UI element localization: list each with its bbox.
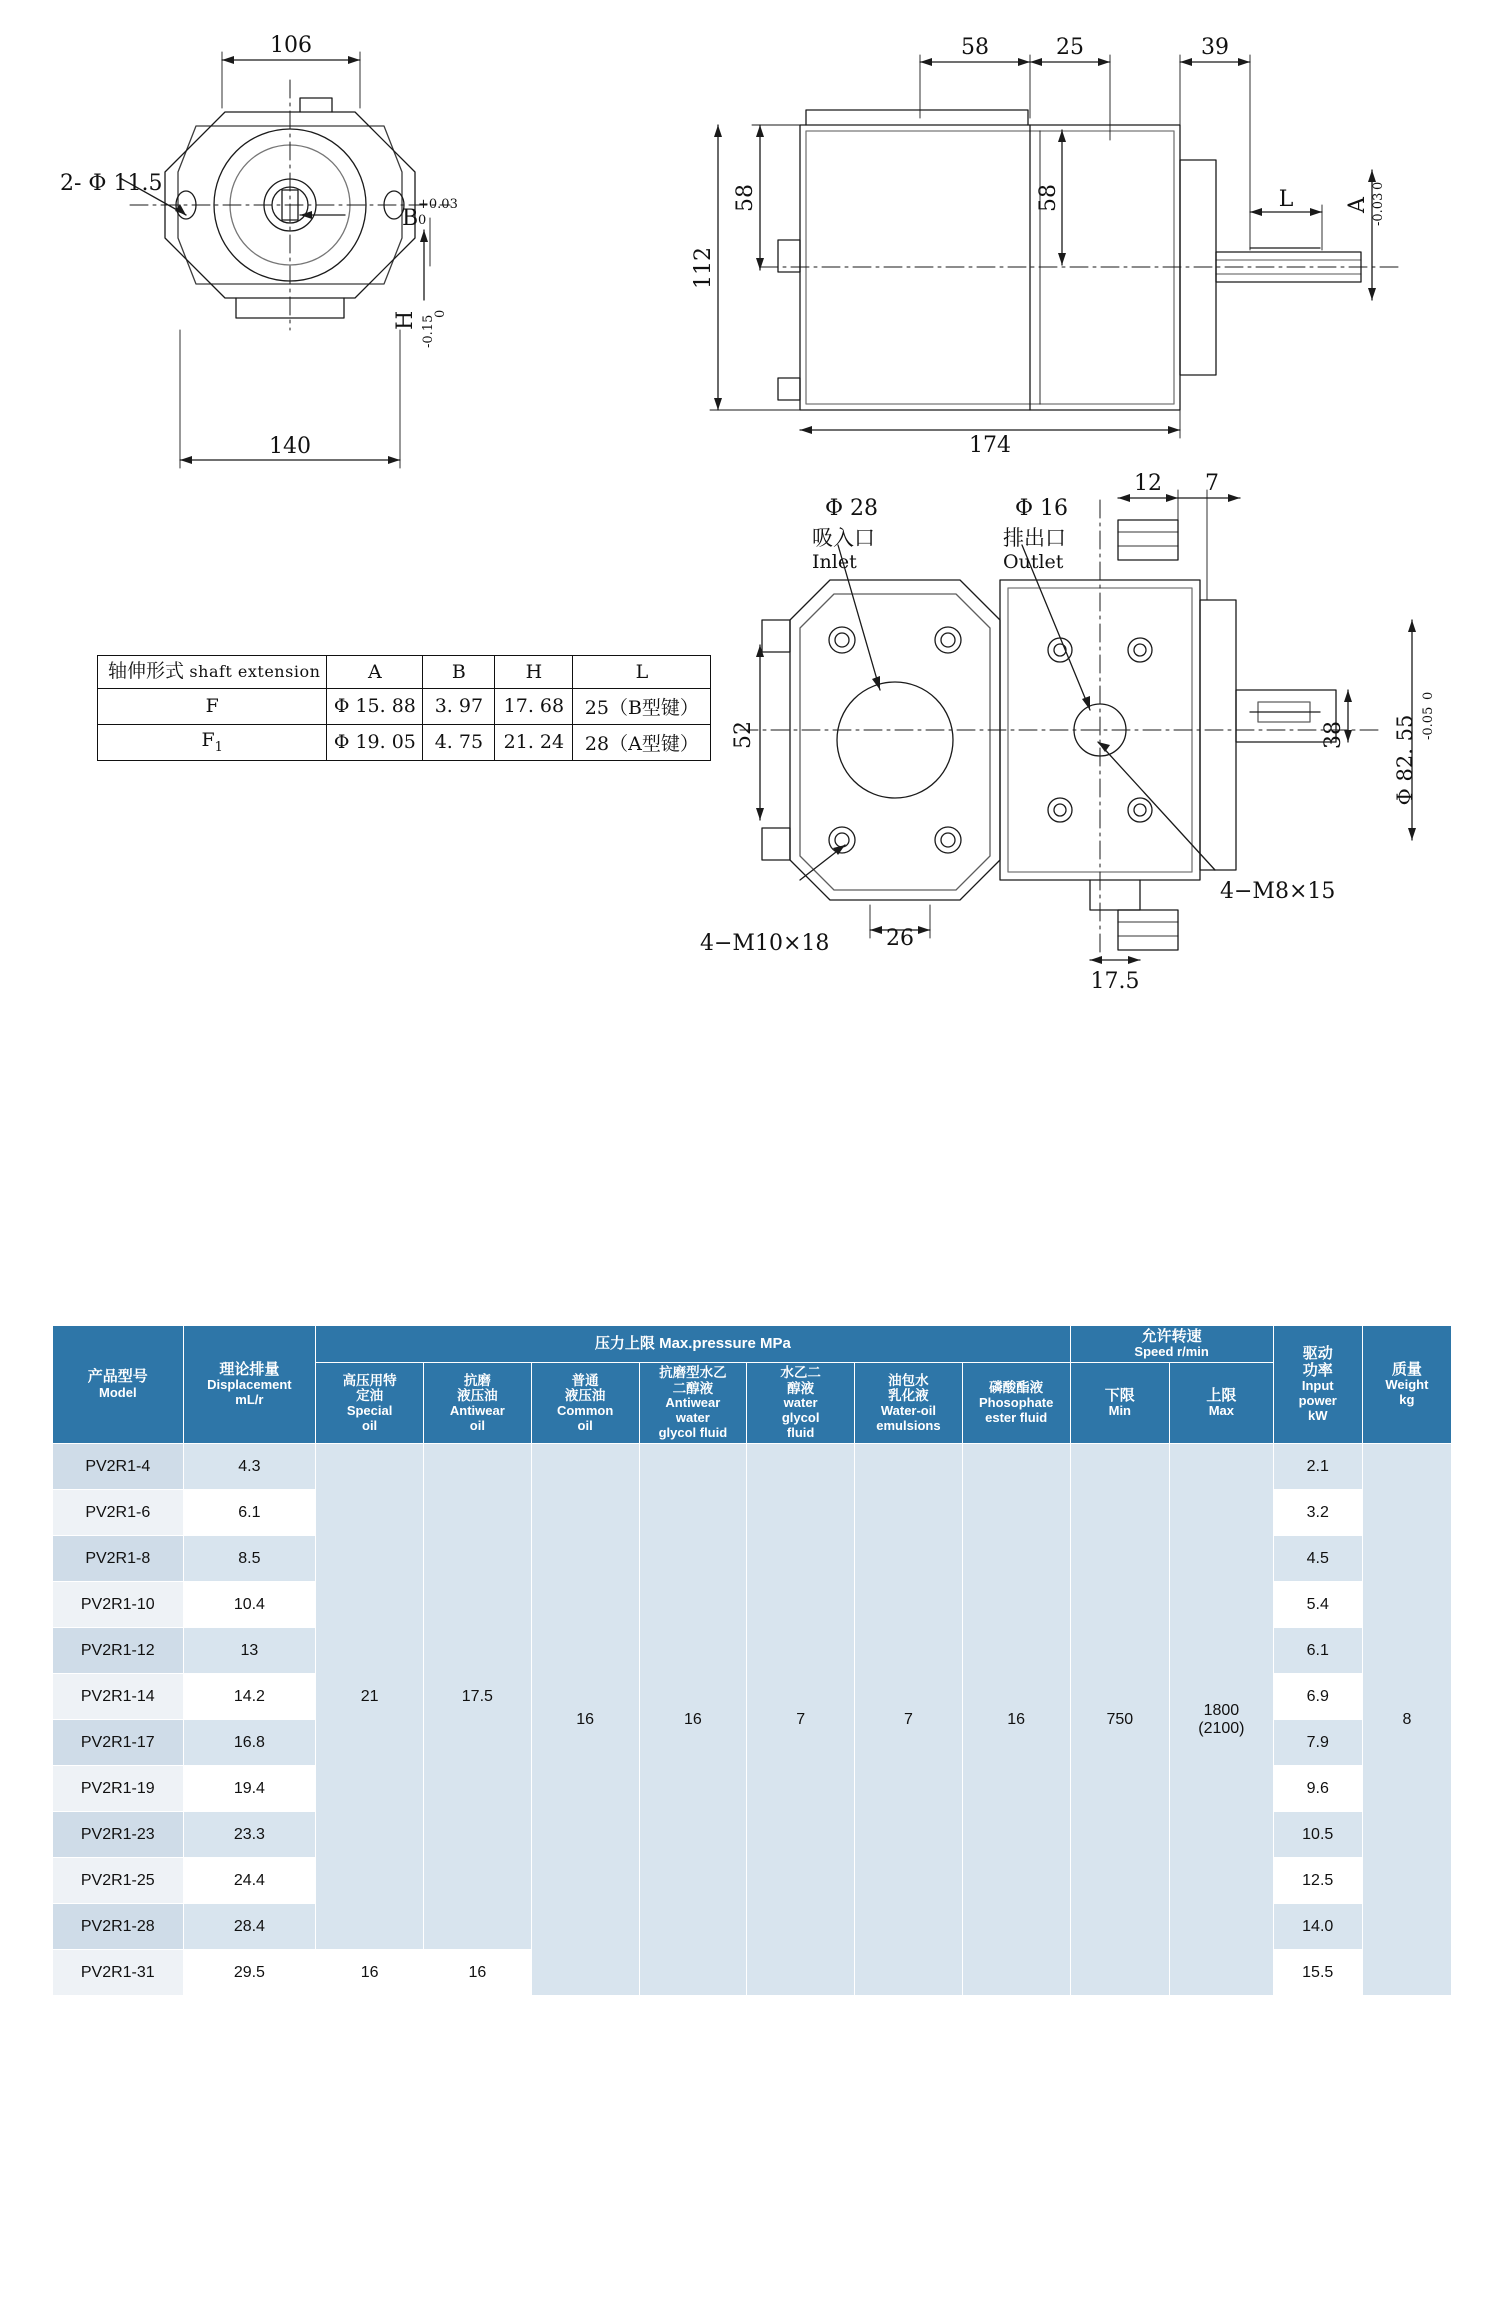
label-inlet-cn: 吸入口 <box>812 526 875 550</box>
cell-displacement: 24.4 <box>183 1858 316 1904</box>
shaft-header-L: L <box>573 656 711 689</box>
shaft-row-name-text: F <box>201 729 215 752</box>
header-displacement <box>183 1326 316 1444</box>
shaft-row-name-sub: 1 <box>214 740 223 756</box>
cell-water-glycol: 7 <box>747 1444 855 1996</box>
shaft-table-row <box>98 724 711 760</box>
shaft-header-en: shaft extension <box>189 662 321 681</box>
label-dim-112: 112 <box>691 247 716 289</box>
cell-displacement: 28.4 <box>183 1904 316 1950</box>
side-view-body <box>778 110 1361 410</box>
header-weight-en: Weight <box>1385 1377 1429 1393</box>
header-speed-cn: 允许转速 <box>1141 1328 1202 1345</box>
label-dia-tol-upper: 0 <box>1421 691 1436 700</box>
cell-antiwear-oil-last: 16 <box>423 1950 531 1996</box>
cell-model: PV2R1-23 <box>53 1812 184 1858</box>
header-common-oil: 普通 液压油 Common oil <box>531 1363 639 1444</box>
dim-25-top <box>1030 55 1110 140</box>
cell-power: 3.2 <box>1273 1490 1362 1536</box>
cell-displacement: 29.5 <box>183 1950 316 1996</box>
shaft-row-name: F <box>98 688 327 724</box>
cell-power: 7.9 <box>1273 1720 1362 1766</box>
header-power-en1: Input <box>1301 1378 1334 1394</box>
header-antiwear-oil: 抗磨 液压油 Antiwear oil <box>423 1363 531 1444</box>
label-dim-58-top: 58 <box>961 35 989 60</box>
header-antiwear-water-glycol: 抗磨型水乙 二醇液 Antiwear water glycol fluid <box>639 1363 747 1444</box>
dim-106 <box>222 52 360 108</box>
cell-power: 15.5 <box>1273 1950 1362 1996</box>
cell-power: 6.9 <box>1273 1674 1362 1720</box>
spec-header-row-1 <box>53 1326 1452 1363</box>
label-dim-26: 26 <box>886 926 914 951</box>
shaft-row-B: 3. 97 <box>423 688 495 724</box>
specification-table-wrap <box>52 1325 1452 1996</box>
cell-displacement: 14.2 <box>183 1674 316 1720</box>
table-row <box>53 1444 1452 1490</box>
cell-power: 10.5 <box>1273 1812 1362 1858</box>
cell-speed-max <box>1170 1444 1274 1996</box>
label-dim-38: 38 <box>1321 721 1346 749</box>
label-dim-106: 106 <box>270 33 312 58</box>
shaft-row-H: 17. 68 <box>495 688 573 724</box>
cell-displacement: 19.4 <box>183 1766 316 1812</box>
label-outlet-cn: 排出口 <box>1003 526 1066 550</box>
cell-model: PV2R1-25 <box>53 1858 184 1904</box>
label-dim-174: 174 <box>969 433 1011 458</box>
cell-power: 14.0 <box>1273 1904 1362 1950</box>
shaft-row-A: Φ 19. 05 <box>327 724 423 760</box>
header-power <box>1273 1326 1362 1444</box>
label-dim-A: A <box>1345 197 1370 213</box>
header-power-unit: kW <box>1307 1408 1328 1424</box>
cell-special-oil: 21 <box>316 1444 424 1950</box>
shaft-row-L: 28（A型键） <box>573 724 711 760</box>
label-dim-12: 12 <box>1134 471 1162 496</box>
dim-39-top <box>1180 55 1250 250</box>
header-displacement-unit: mL/r <box>235 1392 264 1408</box>
label-H-tol-lower: -0.15 <box>421 314 436 348</box>
cell-displacement: 10.4 <box>183 1582 316 1628</box>
header-pressure-group: 压力上限 Max.pressure MPa <box>316 1326 1070 1363</box>
cell-phosphate-ester: 16 <box>962 1444 1070 1996</box>
cell-displacement: 13 <box>183 1628 316 1674</box>
label-dim-52: 52 <box>731 721 756 749</box>
cell-displacement: 8.5 <box>183 1536 316 1582</box>
cell-power: 2.1 <box>1273 1444 1362 1490</box>
label-dim-58-left: 58 <box>733 184 758 212</box>
cell-power: 9.6 <box>1273 1766 1362 1812</box>
cell-model: PV2R1-8 <box>53 1536 184 1582</box>
header-weight <box>1362 1326 1451 1444</box>
header-power-cn1: 驱动 <box>1302 1344 1333 1362</box>
header-weight-unit: kg <box>1399 1392 1415 1408</box>
header-special-oil: 高压用特 定油 Special oil <box>316 1363 424 1444</box>
cell-antiwear-water-glycol: 16 <box>639 1444 747 1996</box>
cell-power: 4.5 <box>1273 1536 1362 1582</box>
label-bolt-holes: 2- Φ 11.5 <box>60 171 163 196</box>
header-weight-cn: 质量 <box>1391 1360 1422 1378</box>
shaft-header-A: A <box>327 656 423 689</box>
cell-model: PV2R1-6 <box>53 1490 184 1536</box>
cell-water-oil-emulsions: 7 <box>855 1444 963 1996</box>
shaft-header-B: B <box>423 656 495 689</box>
header-speed-group <box>1070 1326 1273 1363</box>
header-water-glycol: 水乙二 醇液 water glycol fluid <box>747 1363 855 1444</box>
shaft-row-A: Φ 15. 88 <box>327 688 423 724</box>
header-model-en: Model <box>99 1384 137 1400</box>
specification-table <box>52 1325 1452 1996</box>
header-speed-en: Speed r/min <box>1134 1344 1209 1360</box>
header-displacement-en: Displacement <box>207 1377 292 1393</box>
shaft-row-L: 25（B型键） <box>573 688 711 724</box>
leader-m8 <box>1098 742 1215 870</box>
label-inlet-en: Inlet <box>812 551 857 573</box>
cell-model: PV2R1-19 <box>53 1766 184 1812</box>
cell-model: PV2R1-31 <box>53 1950 184 1996</box>
dim-12-7 <box>1118 490 1240 600</box>
header-speed-min: 下限 Min <box>1070 1363 1169 1444</box>
cell-model: PV2R1-4 <box>53 1444 184 1490</box>
dim-17-5 <box>1090 956 1140 964</box>
dim-112-left <box>710 125 800 410</box>
label-dia-tol-lower: -0.05 <box>1421 706 1436 740</box>
cell-model: PV2R1-14 <box>53 1674 184 1720</box>
header-model <box>53 1326 184 1444</box>
shaft-table-row <box>98 688 711 724</box>
dim-H <box>420 218 430 300</box>
label-dim-175: 17.5 <box>1090 969 1140 994</box>
header-power-cn2: 功率 <box>1302 1362 1333 1380</box>
label-dim-7: 7 <box>1205 471 1219 496</box>
cell-model: PV2R1-28 <box>53 1904 184 1950</box>
cell-power: 5.4 <box>1273 1582 1362 1628</box>
cell-power: 6.1 <box>1273 1628 1362 1674</box>
cell-model: PV2R1-12 <box>53 1628 184 1674</box>
label-thread-m10: 4−M10×18 <box>700 931 830 956</box>
cell-model: PV2R1-17 <box>53 1720 184 1766</box>
label-dim-58-inner: 58 <box>1036 184 1061 212</box>
header-power-en2: power <box>1298 1393 1337 1409</box>
cell-displacement: 23.3 <box>183 1812 316 1858</box>
cell-speed-max-note: (2100) <box>1198 1719 1245 1737</box>
label-A-tol-lower: -0.03 <box>1371 192 1386 226</box>
shaft-table-header-first <box>98 656 327 689</box>
header-speed-max: 上限 Max <box>1170 1363 1274 1444</box>
header-water-oil-emulsions: 油包水 乳化液 Water-oil emulsions <box>855 1363 963 1444</box>
label-B: B <box>402 206 419 231</box>
shaft-table-header-row <box>98 656 711 689</box>
dim-58-top <box>920 55 1030 118</box>
shaft-extension-table <box>97 655 711 761</box>
cell-speed-max-value: 1800 <box>1203 1701 1240 1719</box>
cell-antiwear-oil: 17.5 <box>423 1444 531 1950</box>
cell-special-oil-last: 16 <box>316 1950 424 1996</box>
label-H: H <box>393 310 418 330</box>
cell-weight: 8 <box>1362 1444 1451 1996</box>
label-H-tol-upper: 0 <box>433 309 448 318</box>
label-outlet-dia: Φ 16 <box>1015 496 1069 521</box>
cell-common-oil: 16 <box>531 1444 639 1996</box>
shaft-header-cn: 轴伸形式 <box>108 660 185 682</box>
dim-58-left <box>752 125 800 270</box>
cell-displacement: 4.3 <box>183 1444 316 1490</box>
cell-speed-min: 750 <box>1070 1444 1169 1996</box>
shaft-row-B: 4. 75 <box>423 724 495 760</box>
shaft-row-H: 21. 24 <box>495 724 573 760</box>
label-thread-m8: 4−M8×15 <box>1220 879 1336 904</box>
cell-displacement: 6.1 <box>183 1490 316 1536</box>
cell-displacement: 16.8 <box>183 1720 316 1766</box>
cell-power: 12.5 <box>1273 1858 1362 1904</box>
label-inlet-dia: Φ 28 <box>825 496 879 521</box>
header-displacement-cn: 理论排量 <box>219 1360 280 1378</box>
label-dim-25: 25 <box>1056 35 1084 60</box>
dim-174 <box>800 380 1180 438</box>
shaft-header-H: H <box>495 656 573 689</box>
label-outlet-en: Outlet <box>1003 551 1064 573</box>
label-dim-39: 39 <box>1201 35 1229 60</box>
label-B-tol-upper: +0.03 <box>418 197 458 212</box>
dim-52 <box>756 645 764 820</box>
label-dia-82: Φ 82. 55 <box>1393 714 1417 806</box>
header-phosphate-ester: 磷酸酯液 Phosophate ester fluid <box>962 1363 1070 1444</box>
shaft-row-name <box>98 724 327 760</box>
label-B-tol-lower: 0 <box>418 213 427 228</box>
label-A-tol-upper: 0 <box>1371 181 1386 190</box>
label-dim-L: L <box>1278 187 1294 212</box>
cell-model: PV2R1-10 <box>53 1582 184 1628</box>
header-model-cn: 产品型号 <box>87 1368 148 1386</box>
label-dim-140: 140 <box>269 434 311 459</box>
